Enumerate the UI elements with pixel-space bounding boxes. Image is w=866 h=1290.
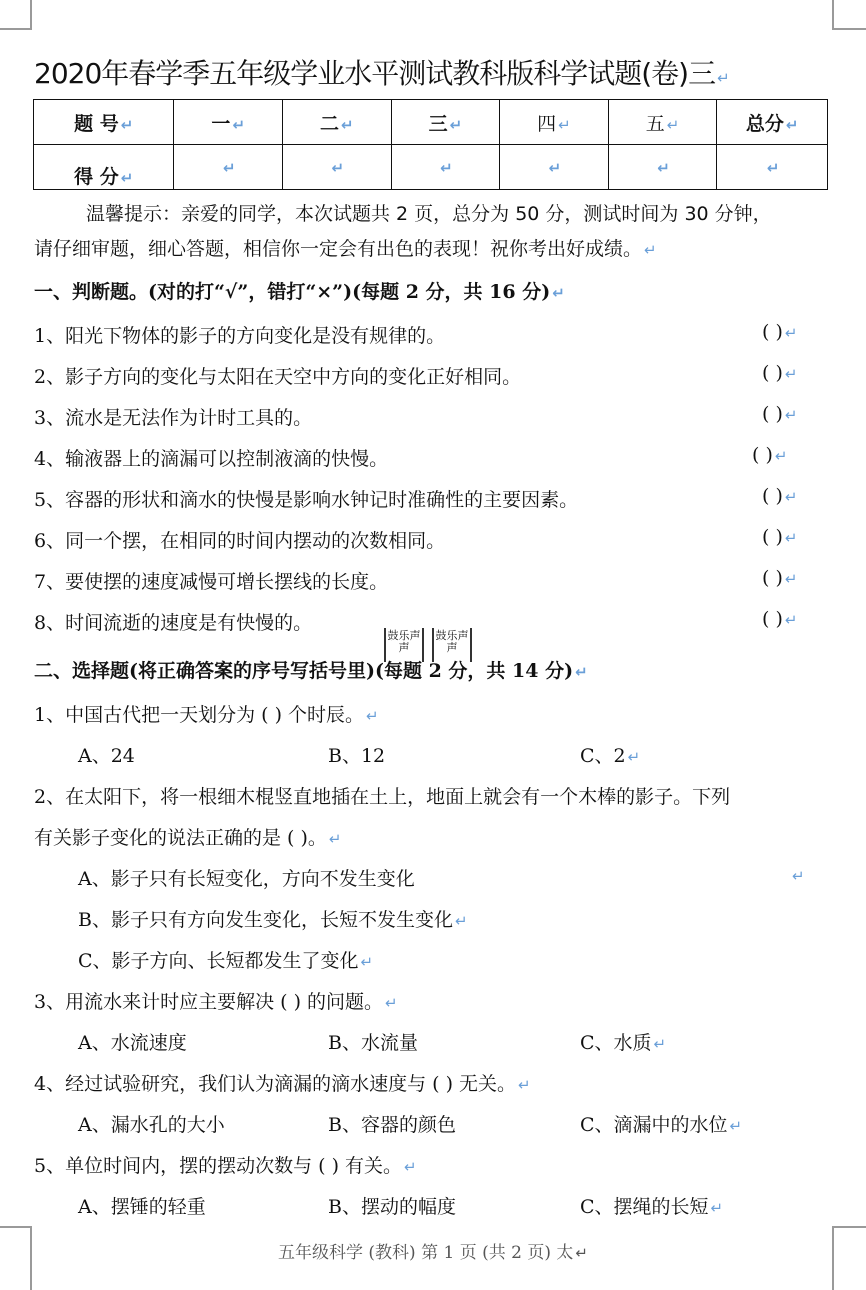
choice-question-2-line-1: 2、在太阳下，将一根细木棍竖直地插在土上，地面上就会有一个木棒的影子。下列 [34,786,731,808]
paragraph-mark-icon: ↵ [792,867,805,885]
score-input-cell[interactable]: ↵ [283,145,392,190]
table-cell: 四 ↵ [500,100,609,145]
judge-item-4: 4、输液器上的滴漏可以控制液滴的快慢。 [34,448,389,470]
table-cell: 一 ↵ [174,100,283,145]
judge-item-7: 7、要使摆的速度减慢可增长摆线的长度。 [34,571,389,593]
crop-mark-top-left-h [0,28,32,30]
choice-question-5: 5、单位时间内，摆的摆动次数与 ( ) 有关。 ↵ [34,1155,417,1177]
crop-mark-bottom-left [0,1226,32,1228]
page-footer: 五年级科学 (教科) 第 1 页 (共 2 页) 太 ↵ [278,1243,588,1263]
score-input-cell[interactable]: ↵ [500,145,609,190]
option-b[interactable]: B、影子只有方向发生变化，长短不发生变化 ↵ [78,909,468,931]
judge-item-8: 8、时间流逝的速度是有快慢的。 [34,612,313,634]
option-b[interactable]: B、12 [328,745,386,767]
crop-mark-top-right-h [832,28,866,30]
page-title [34,52,729,92]
table-cell: 题 号 ↵ [34,100,174,145]
choice-question-2-line-2: 有关影子变化的说法正确的是 ( )。 ↵ [34,827,342,849]
watermark-stamp: 鼓乐声声 [432,628,472,662]
score-input-cell[interactable]: ↵ [608,145,717,190]
option-c[interactable]: C、滴漏中的水位 ↵ [580,1114,743,1136]
option-a[interactable]: A、漏水孔的大小 [78,1114,225,1136]
crop-mark-bottom-right [832,1226,866,1228]
score-table-score-row [34,145,828,190]
score-table [33,99,828,190]
choice-question-3: 3、用流水来计时应主要解决 ( ) 的问题。 ↵ [34,991,398,1013]
table-cell: 二 ↵ [283,100,392,145]
section-2-heading: 二、选择题(将正确答案的序号写括号里)(每题 2 分，共 14 分) ↵ [34,660,588,682]
tip-line-2: 请仔细审题，细心答题，相信你一定会有出色的表现！祝你考出好成绩。 ↵ [34,238,657,260]
option-c[interactable]: C、摆绳的长短 ↵ [580,1196,724,1218]
title-text: 2020年春学季五年级学业水平测试教科版科学试题(卷)三 [34,57,716,90]
choice-question-4: 4、经过试验研究，我们认为滴漏的滴水速度与 ( ) 无关。 ↵ [34,1073,531,1095]
table-cell: 三 ↵ [391,100,500,145]
answer-paren[interactable]: ( ) ↵ [762,567,798,589]
watermark-stamp: 鼓乐声声 [384,628,424,662]
paragraph-mark-icon: ↵ [717,69,729,87]
table-cell: 总分 ↵ [717,100,828,145]
option-a[interactable]: A、24 [78,745,135,767]
choice-question-1: 1、中国古代把一天划分为 ( ) 个时辰。 ↵ [34,704,379,726]
judge-item-1: 1、阳光下物体的影子的方向变化是没有规律的。 [34,325,446,347]
option-a[interactable]: A、影子只有长短变化，方向不发生变化 [78,868,415,890]
score-input-cell[interactable]: ↵ [717,145,828,190]
judge-item-3: 3、流水是无法作为计时工具的。 [34,407,313,429]
option-b[interactable]: B、摆动的幅度 [328,1196,456,1218]
judge-item-5: 5、容器的形状和滴水的快慢是影响水钟记时准确性的主要因素。 [34,489,579,511]
score-input-cell[interactable]: ↵ [391,145,500,190]
option-a[interactable]: A、摆锤的轻重 [78,1196,206,1218]
option-a[interactable]: A、水流速度 [78,1032,187,1054]
option-c[interactable]: C、2 ↵ [580,745,641,767]
answer-paren[interactable]: ( ) ↵ [762,321,798,343]
crop-mark-top-left [30,0,32,30]
section-1-heading: 一、判断题。(对的打“√”，错打“×”)(每题 2 分，共 16 分) ↵ [34,281,565,303]
answer-paren[interactable]: ( ) ↵ [762,526,798,548]
answer-paren[interactable]: ( ) ↵ [762,362,798,384]
score-table-header-row [34,100,828,145]
judge-item-2: 2、影子方向的变化与太阳在天空中方向的变化正好相同。 [34,366,522,388]
answer-paren[interactable]: ( ) ↵ [752,444,788,466]
tip-line-1: 温馨提示：亲爱的同学，本次试题共 2 页，总分为 50 分，测试时间为 30 分钟， [86,203,772,225]
table-cell: 五 ↵ [608,100,717,145]
option-b[interactable]: B、水流量 [328,1032,418,1054]
judge-item-6: 6、同一个摆，在相同的时间内摆动的次数相同。 [34,530,446,552]
crop-mark-top-right [832,0,834,30]
option-c[interactable]: C、水质 ↵ [580,1032,667,1054]
score-input-cell[interactable]: ↵ [174,145,283,190]
answer-paren[interactable]: ( ) ↵ [762,403,798,425]
option-b[interactable]: B、容器的颜色 [328,1114,456,1136]
answer-paren[interactable]: ( ) ↵ [762,608,798,630]
table-cell: 得 分 ↵ [34,145,174,190]
option-c[interactable]: C、影子方向、长短都发生了变化 ↵ [78,950,374,972]
answer-paren[interactable]: ( ) ↵ [762,485,798,507]
